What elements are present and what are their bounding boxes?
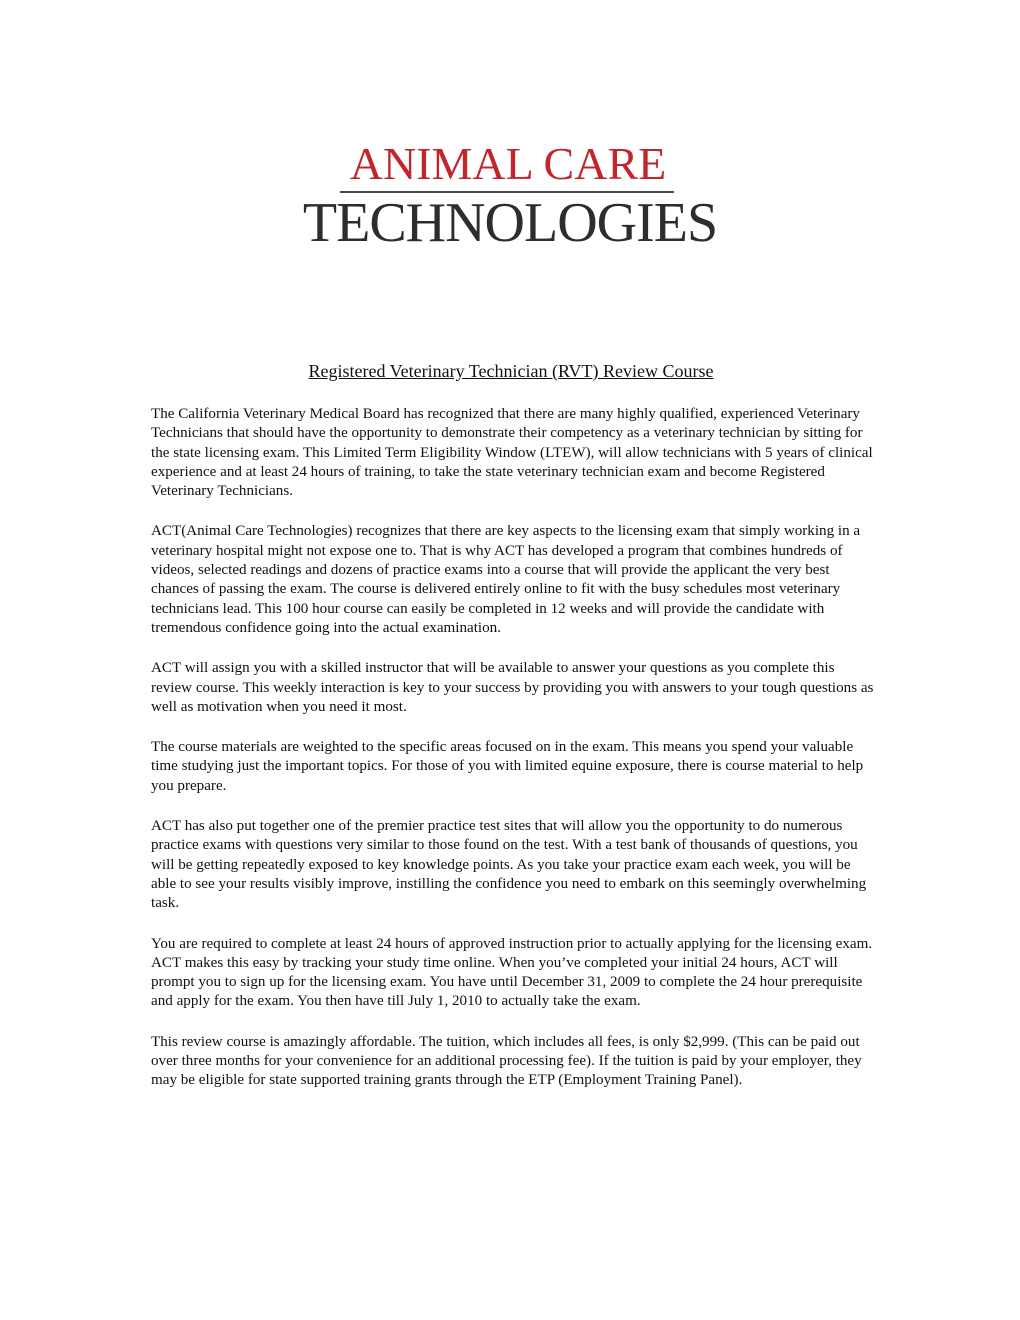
document-title: Registered Veterinary Technician (RVT) Review Course: [308, 361, 714, 381]
paragraph-instructor: ACT will assign you with a skilled instructor that will be available to answer your questions as you complete this review course. This weekly interaction is key to your success by providing you with answers to your tough questions as well as motivation when you need it most.: [151, 660, 874, 715]
logo-wordmark-bottom: TECHNOLOGIES: [302, 192, 718, 254]
paragraph-program: ACT(Animal Care Technologies) recognizes that there are key aspects to the licensing exam that simply working in a veterinary hospital might not expose one to. That is why ACT has developed a program that combines hundreds of videos, selected readings and dozens of practice exams into a course that will provide the applicant the very best chances of passing the exam. The course is delivered entirely online to fit with the busy schedules most veterinary technicians lead. This 100 hour course can easily be completed in 12 weeks and will provide the candidate with tremendous confidence going into the actual examination.: [151, 523, 861, 636]
logo-wordmark-top: ANIMAL CARE: [349, 138, 667, 189]
paragraph-practice-tests: ACT has also put together one of the premier practice test sites that will allow you the opportunity to do numerous practice exams with questions very similar to those found on the test. With a test bank of thousands of questions, you will be getting repeatedly exposed to key knowledge points. As you take your practice exam each week, you will be able to see your results visibly improve, instilling the confidence you need to embark on this seemingly overwhelming task.: [151, 818, 867, 912]
paragraph-materials: The course materials are weighted to the specific areas focused on in the exam. This means you spend your valuable time studying just the important topics. For those of you with limited equine exposure, there is course material to help you prepare.: [151, 739, 864, 794]
paragraph-intro: The California Veterinary Medical Board has recognized that there are many highly qualified, experienced Veterinary Technicians that should have the opportunity to demonstrate their competency as a veterinary technician by sitting for the state licensing exam. This Limited Term Eligibility Window (LTEW), will allow technicians with 5 years of clinical experience and at least 24 hours of training, to take the state veterinary technician exam and become Registered Veterinary Technicians.: [151, 406, 873, 500]
paragraph-tuition: This review course is amazingly affordable. The tuition, which includes all fees, is only $2,999. (This can be paid out over three months for your convenience for an additional processing fee). If the tuition is paid by your employer, they may be eligible for state supported training grants through the ETP (Employment Training Panel).: [151, 1033, 862, 1089]
paragraph-requirements: You are required to complete at least 24 hours of approved instruction prior to actually applying for the licensing exam. ACT makes this easy by tracking your study time online. When you’ve completed your initial 24 hours, ACT will prompt you to sign up for the licensing exam. You have until December 31, 2009 to complete the 24 hour prerequisite and apply for the exam. You then have till July 1, 2010 to actually take the exam.: [151, 935, 873, 1010]
document-body: [151, 405, 876, 1112]
company-logo: [280, 138, 740, 254]
